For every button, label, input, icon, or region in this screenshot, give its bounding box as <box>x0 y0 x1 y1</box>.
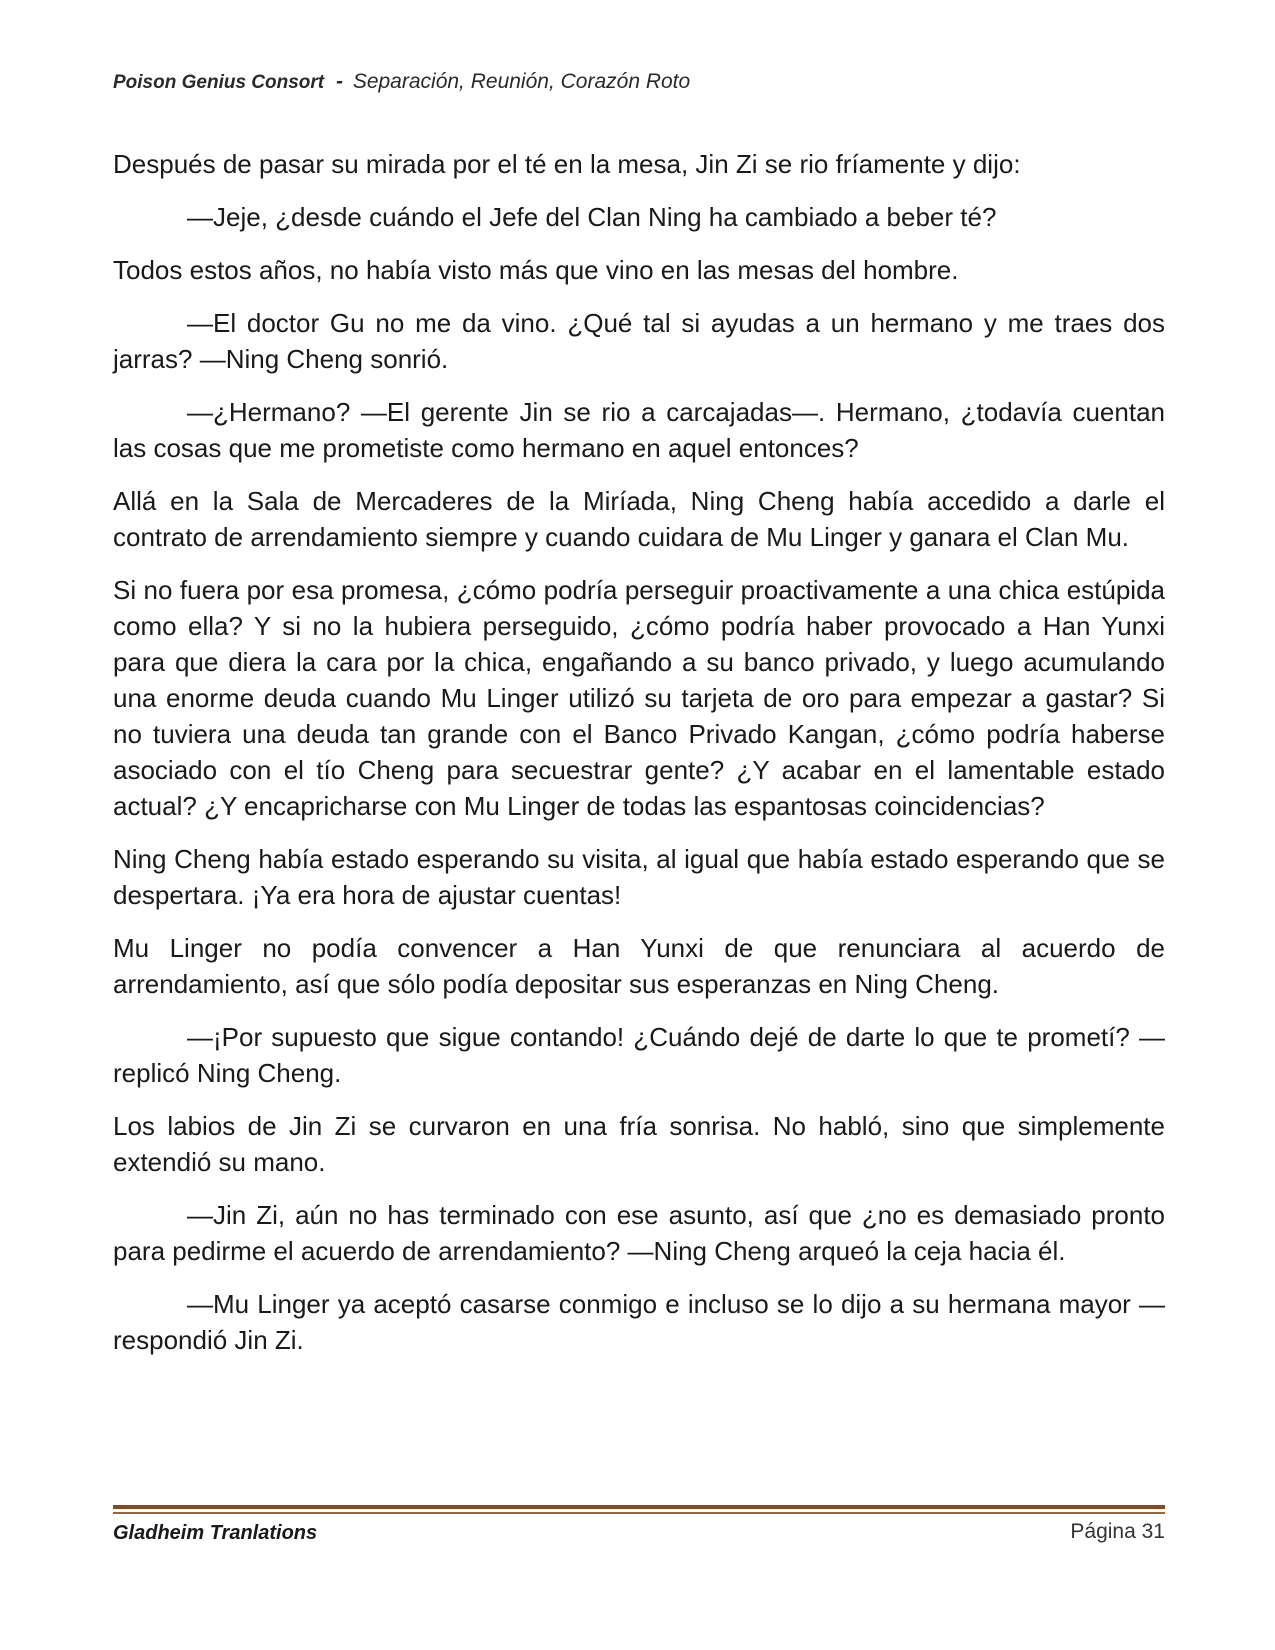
paragraph: Después de pasar su mirada por el té en la mesa, Jin Zi se rio fríamente y dijo: <box>113 149 1021 179</box>
page-header <box>113 70 1163 94</box>
footer-rule-thin <box>113 1512 1165 1514</box>
paragraph: —¡Por supuesto que sigue contando! ¿Cuándo dejé de darte lo que te prometí? —replicó Ning Cheng. <box>113 1022 1165 1088</box>
paragraph: —¿Hermano? —El gerente Jin se rio a carcajadas—. Hermano, ¿todavía cuentan las cosas que me prometiste como hermano en aquel entonces? <box>113 397 1165 463</box>
paragraph: Si no fuera por esa promesa, ¿cómo podría perseguir proactivamente a una chica estúpida como ella? Y si no la hubiera perseguido, ¿cómo podría haber provocado a Han Yunxi para que diera la cara por la chica, engañando a su banco privado, y luego acumulando una enorme deuda cuando Mu Linger utilizó su tarjeta de oro para empezar a gastar? Si no tuviera una deuda tan grande con el Banco Privado Kangan, ¿cómo podría haberse asociado con el tío Cheng para secuestrar gente? ¿Y acabar en el lamentable estado actual? ¿Y encapricharse con Mu Linger de todas las espantosas coincidencias? <box>113 575 1165 821</box>
paragraph: —Jin Zi, aún no has terminado con ese asunto, así que ¿no es demasiado pronto para pedirme el acuerdo de arrendamiento? —Ning Cheng arqueó la ceja hacia él. <box>113 1200 1165 1266</box>
publisher-name: Gladheim Tranlations <box>113 1522 318 1544</box>
body-text <box>113 146 1165 1375</box>
series-title: Poison Genius Consort <box>113 72 325 93</box>
paragraph: —Jeje, ¿desde cuándo el Jefe del Clan Ning ha cambiado a beber té? <box>187 202 997 232</box>
paragraph: Allá en la Sala de Mercaderes de la Miríada, Ning Cheng había accedido a darle el contrato de arrendamiento siempre y cuando cuidara de Mu Linger y ganara el Clan Mu. <box>113 486 1165 552</box>
footer-rule-thick <box>113 1505 1165 1509</box>
paragraph: Ning Cheng había estado esperando su visita, al igual que había estado esperando que se despertara. ¡Ya era hora de ajustar cuentas! <box>113 844 1165 910</box>
paragraph: Todos estos años, no había visto más que vino en las mesas del hombre. <box>113 255 959 285</box>
paragraph: —El doctor Gu no me da vino. ¿Qué tal si ayudas a un hermano y me traes dos jarras? —Ning Cheng sonrió. <box>113 308 1165 374</box>
paragraph: Los labios de Jin Zi se curvaron en una fría sonrisa. No habló, sino que simplemente extendió su mano. <box>113 1111 1165 1177</box>
header-separator: - <box>335 70 343 93</box>
paragraph: —Mu Linger ya aceptó casarse conmigo e incluso se lo dijo a su hermana mayor —respondió Jin Zi. <box>113 1289 1165 1355</box>
paragraph: Mu Linger no podía convencer a Han Yunxi de que renunciara al acuerdo de arrendamiento, así que sólo podía depositar sus esperanzas en Ning Cheng. <box>113 933 1165 999</box>
chapter-title: Separación, Reunión, Corazón Roto <box>352 70 691 93</box>
page-number: Página 31 <box>1070 1520 1165 1543</box>
